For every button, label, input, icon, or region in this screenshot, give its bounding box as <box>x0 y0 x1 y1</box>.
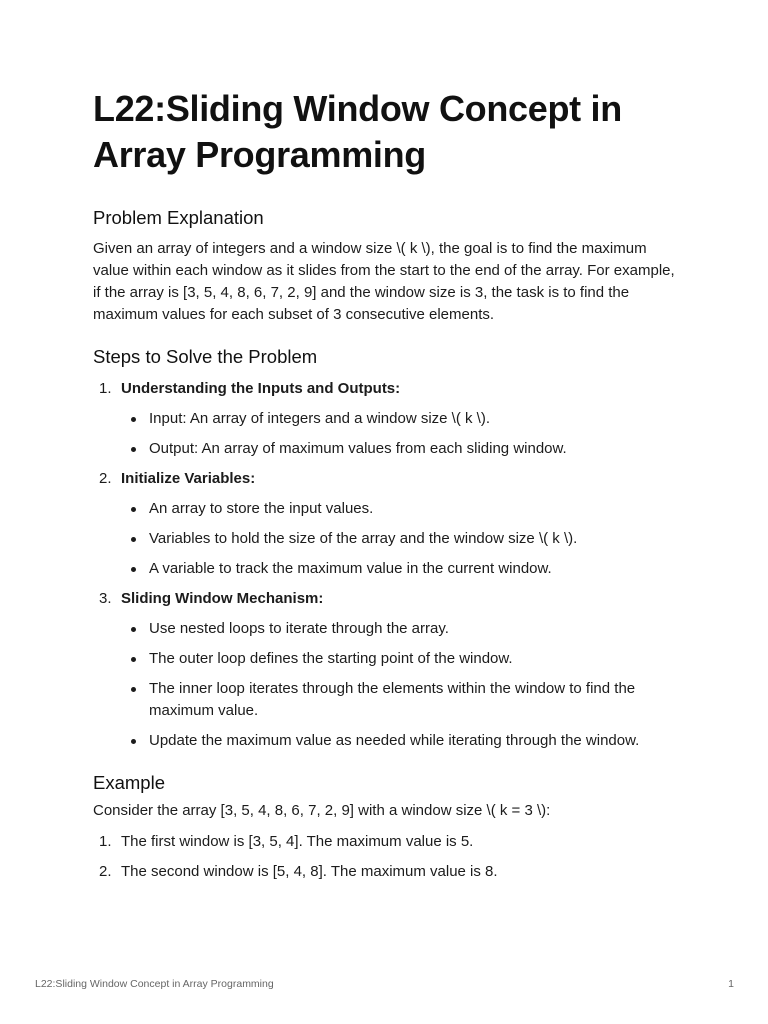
bullet-item <box>121 438 679 460</box>
step-number: 1. <box>99 380 112 397</box>
step-item <box>93 588 679 752</box>
bullet-dot-icon <box>131 687 136 692</box>
bullet-item <box>121 558 679 580</box>
example-list <box>93 831 679 883</box>
page-number: 1 <box>728 978 734 990</box>
step-title: Understanding the Inputs and Outputs: <box>121 380 401 397</box>
step-number: 3. <box>99 590 112 607</box>
bullet-item <box>121 408 679 430</box>
bullet-text: Output: An array of maximum values from each sliding window. <box>149 440 567 457</box>
example-item <box>93 861 679 883</box>
bullet-item <box>121 730 679 752</box>
bullet-dot-icon <box>131 739 136 744</box>
example-heading: Example <box>93 772 165 793</box>
steps-heading: Steps to Solve the Problem <box>93 346 318 367</box>
step-item <box>93 378 679 460</box>
steps-list <box>93 378 679 752</box>
example-number: 1. <box>99 833 112 850</box>
step-bullets <box>121 408 679 460</box>
example-number: 2. <box>99 863 112 880</box>
step-number: 2. <box>99 470 112 487</box>
bullet-dot-icon <box>131 657 136 662</box>
step-item <box>93 468 679 580</box>
step-title: Initialize Variables: <box>121 470 256 487</box>
example-text: The second window is [5, 4, 8]. The maximum value is 8. <box>121 863 498 880</box>
bullet-item <box>121 498 679 520</box>
bullet-item <box>121 528 679 550</box>
problem-heading: Problem Explanation <box>93 207 264 228</box>
bullet-text: An array to store the input values. <box>149 500 374 517</box>
bullet-text: Update the maximum value as needed while iterating through the window. <box>149 732 640 749</box>
step-title: Sliding Window Mechanism: <box>121 590 324 607</box>
bullet-dot-icon <box>131 627 136 632</box>
bullet-text: The outer loop defines the starting point of the window. <box>149 650 513 667</box>
page-title: L22:Sliding Window Concept in Array Programming <box>93 88 622 175</box>
bullet-text: Variables to hold the size of the array and the window size \( k \). <box>149 530 578 547</box>
bullet-item <box>121 678 679 722</box>
bullet-dot-icon <box>131 507 136 512</box>
example-intro: Consider the array [3, 5, 4, 8, 6, 7, 2, 9] with a window size \( k = 3 \): <box>93 802 551 819</box>
bullet-dot-icon <box>131 447 136 452</box>
example-text: The first window is [3, 5, 4]. The maximum value is 5. <box>121 833 474 850</box>
step-bullets <box>121 498 679 580</box>
bullet-text: A variable to track the maximum value in the current window. <box>149 560 552 577</box>
problem-text: Given an array of integers and a window size \( k \), the goal is to find the maximum value within each window as it slides from the start to the end of the array. For example, if the array is [3, 5, 4, 8, 6, 7, 2, 9] and the window size is 3, the task is to find the maximum values for each subset of 3 consecutive elements. <box>93 240 675 323</box>
bullet-dot-icon <box>131 537 136 542</box>
footer-title: L22:Sliding Window Concept in Array Programming <box>35 978 274 990</box>
example-item <box>93 831 679 853</box>
bullet-dot-icon <box>131 567 136 572</box>
bullet-text: The inner loop iterates through the elements within the window to find the maximum value. <box>149 680 636 719</box>
step-bullets <box>121 618 679 752</box>
bullet-item <box>121 648 679 670</box>
bullet-text: Input: An array of integers and a window size \( k \). <box>149 410 491 427</box>
document-body <box>93 86 679 891</box>
bullet-text: Use nested loops to iterate through the array. <box>149 620 449 637</box>
bullet-item <box>121 618 679 640</box>
bullet-dot-icon <box>131 417 136 422</box>
